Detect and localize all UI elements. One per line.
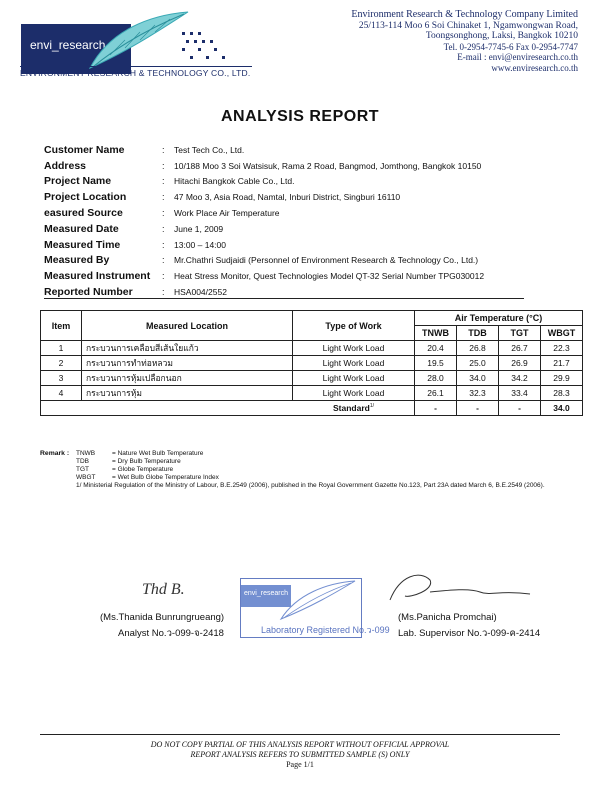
- colon: :: [162, 192, 165, 203]
- results-table: [40, 310, 583, 416]
- standard-tgt: -: [499, 401, 541, 416]
- info-value: Heat Stress Monitor, Quest Technologies Model QT-32 Serial Number TPG030012: [174, 271, 485, 282]
- colon: :: [162, 160, 165, 171]
- company-address-block: [351, 10, 578, 73]
- cell-tnwb: 19.5: [415, 356, 457, 371]
- standard-label-cell: [41, 401, 415, 416]
- table-standard-row: [41, 401, 583, 416]
- info-label: Customer Name: [44, 143, 125, 156]
- cell-tgt: 33.4: [499, 386, 541, 401]
- company-email: E-mail : envi@enviresearch.co.th: [457, 52, 578, 62]
- cell-type: Light Work Load: [293, 371, 415, 386]
- remark-abbr: TGT: [76, 466, 89, 473]
- company-phone: Tel. 0-2954-7745-6 Fax 0-2954-7747: [443, 41, 578, 52]
- colon: :: [162, 208, 165, 219]
- cell-type: Light Work Load: [293, 341, 415, 356]
- colon: :: [162, 271, 165, 282]
- cell-tdb: 26.8: [457, 341, 499, 356]
- info-label: Measured Date: [44, 222, 119, 235]
- remark-row: [40, 458, 580, 466]
- cell-item: 2: [41, 356, 82, 371]
- footer-disclaimer-1: DO NOT COPY PARTIAL OF THIS ANALYSIS REPORT WITHOUT OFFICIAL APPROVAL: [150, 740, 450, 749]
- info-row: [44, 158, 564, 174]
- colon: :: [162, 287, 165, 298]
- standard-wbgt: 34.0: [541, 401, 583, 416]
- cell-location: กระบวนการเคลือบสีเส้นใยแก้ว: [82, 341, 293, 356]
- colon: :: [162, 239, 165, 250]
- cell-tnwb: 20.4: [415, 341, 457, 356]
- info-row: [44, 142, 564, 158]
- spacer: [40, 474, 76, 482]
- analyst-title: Analyst No.ว-099-จ-2418: [118, 628, 224, 639]
- supervisor-title: Lab. Supervisor No.ว-099-ค-2414: [398, 628, 541, 639]
- info-label: easured Source: [44, 207, 123, 220]
- stamp-logo-name: envi_research: [244, 590, 288, 597]
- table-row: [41, 386, 583, 401]
- spacer: [40, 466, 76, 474]
- remark-row: [40, 466, 580, 474]
- dots-pattern-icon: [180, 30, 230, 70]
- info-label: Address: [44, 159, 87, 172]
- info-value: June 1, 2009: [174, 223, 224, 234]
- cell-item: 3: [41, 371, 82, 386]
- cell-tgt: 26.9: [499, 356, 541, 371]
- table-header-row: [41, 311, 583, 326]
- header-location: Measured Location: [82, 311, 293, 341]
- stamp-registration: Laboratory Registered No.ว-099: [261, 625, 390, 635]
- cell-item: 1: [41, 341, 82, 356]
- info-row: [44, 174, 564, 190]
- company-address-line1: 25/113-114 Moo 6 Soi Chinaket 1, Ngamwongwan Road,: [358, 20, 578, 31]
- cell-tgt: 34.2: [499, 371, 541, 386]
- page-number: Page 1/1: [286, 760, 314, 769]
- info-row: [44, 189, 564, 205]
- logo-name: envi_research: [30, 38, 106, 52]
- cell-type: Light Work Load: [293, 386, 415, 401]
- company-logo: [20, 10, 235, 74]
- footer-disclaimer-2: REPORT ANALYSIS REFERS TO SUBMITTED SAMPLE (S) ONLY: [190, 750, 410, 759]
- remark-abbr: TNWB: [76, 450, 96, 457]
- cell-tnwb: 26.1: [415, 386, 457, 401]
- standard-footnote-ref: 1/: [369, 403, 374, 410]
- table-row: [41, 341, 583, 356]
- header-type: Type of Work: [293, 311, 415, 341]
- info-value: Mr.Chathri Sudjaidi (Personnel of Environment Research & Technology Co., Ltd.): [174, 255, 479, 266]
- info-row: [44, 221, 564, 237]
- cell-location: กระบวนการหุ้ม: [82, 386, 293, 401]
- footer-divider: [40, 734, 560, 735]
- header-item: Item: [41, 311, 82, 341]
- cell-wbgt: 28.3: [541, 386, 583, 401]
- cell-item: 4: [41, 386, 82, 401]
- cell-wbgt: 29.9: [541, 371, 583, 386]
- colon: :: [162, 255, 165, 266]
- logo-subtitle: ENVIRONMENT RESEARCH & TECHNOLOGY CO., LTD.: [20, 68, 251, 78]
- remark-label: Remark :: [40, 450, 70, 457]
- info-label: Measured Instrument: [44, 270, 151, 283]
- table-row: [41, 371, 583, 386]
- company-address-line2: Toongsonghong, Laksi, Bangkok 10210: [425, 31, 578, 41]
- remark-row: [40, 474, 580, 482]
- remark-abbr: TDB: [76, 458, 89, 465]
- info-value: 13:00 – 14:00: [174, 239, 226, 250]
- spacer: [40, 458, 76, 466]
- laboratory-stamp: [240, 578, 390, 638]
- info-label: Project Location: [44, 191, 127, 204]
- info-value: HSA004/2552: [174, 287, 227, 298]
- remark-text: = Dry Bulb Temperature: [112, 458, 181, 465]
- divider: [44, 298, 524, 299]
- remark-abbr: WBGT: [76, 474, 96, 481]
- colon: :: [162, 176, 165, 187]
- footer: [0, 740, 600, 770]
- info-label: Reported Number: [44, 286, 133, 299]
- analyst-name: (Ms.Thanida Bunrungrueang): [100, 612, 225, 623]
- cell-type: Light Work Load: [293, 356, 415, 371]
- leaf-icon: [80, 10, 190, 70]
- supervisor-signature: [380, 570, 540, 610]
- analyst-signature-text: Thd B.: [142, 581, 185, 598]
- supervisor-name: (Ms.Panicha Promchai): [398, 612, 497, 623]
- remark-text: = Nature Wet Bulb Temperature: [112, 450, 204, 457]
- header-tnwb: TNWB: [415, 326, 457, 341]
- cell-wbgt: 22.3: [541, 341, 583, 356]
- info-label: Project Name: [44, 175, 112, 188]
- cell-tnwb: 28.0: [415, 371, 457, 386]
- info-label: Measured Time: [44, 238, 121, 251]
- remark-footnote: 1/ Ministerial Regulation of the Ministry of Labour, B.E.2549 (2006), published in the Royal Government Gazette No.123, Part 23A dated March 6, B.E.2549 (2006).: [76, 482, 545, 489]
- colon: :: [162, 144, 165, 155]
- cell-tdb: 32.3: [457, 386, 499, 401]
- analyst-signature: [140, 572, 230, 602]
- standard-tdb: -: [457, 401, 499, 416]
- remark-text: = Globe Temperature: [112, 466, 174, 473]
- company-website: www.enviresearch.co.th: [491, 62, 578, 73]
- header-wbgt: WBGT: [541, 326, 583, 341]
- cell-location: กระบวนการทำท่อหลวม: [82, 356, 293, 371]
- header-tgt: TGT: [499, 326, 541, 341]
- stamp-leaf-icon: [277, 579, 357, 621]
- info-value: Work Place Air Temperature: [174, 208, 280, 219]
- info-value: 10/188 Moo 3 Soi Watsisuk, Rama 2 Road, Bangmod, Jomthong, Bangkok 10150: [174, 160, 482, 171]
- page-title: ANALYSIS REPORT: [220, 108, 380, 125]
- cell-wbgt: 21.7: [541, 356, 583, 371]
- remark-text: = Wet Bulb Globe Temperature Index: [112, 474, 219, 481]
- cell-tdb: 34.0: [457, 371, 499, 386]
- table-row: [41, 356, 583, 371]
- company-name: Environment Research & Technology Company Limited: [351, 9, 578, 20]
- info-value: 47 Moo 3, Asia Road, Namtal, Inburi District, Singburi 16110: [174, 192, 401, 203]
- remark-row: [40, 450, 580, 458]
- cell-location: กระบวนการหุ้มเปลือกนอก: [82, 371, 293, 386]
- remark-block: [40, 450, 580, 490]
- header-air-temperature: Air Temperature (°C): [415, 311, 583, 326]
- info-value: Test Tech Co., Ltd.: [174, 144, 245, 155]
- cell-tgt: 26.7: [499, 341, 541, 356]
- standard-label: Standard: [332, 403, 370, 413]
- cell-tdb: 25.0: [457, 356, 499, 371]
- info-value: Hitachi Bangkok Cable Co., Ltd.: [174, 176, 295, 187]
- colon: :: [162, 223, 165, 234]
- info-row: [44, 237, 564, 253]
- info-row: [44, 268, 564, 284]
- header-tdb: TDB: [457, 326, 499, 341]
- standard-tnwb: -: [415, 401, 457, 416]
- info-row: [44, 253, 564, 269]
- info-label: Measured By: [44, 254, 110, 267]
- report-info: [44, 142, 564, 300]
- info-row: [44, 205, 564, 221]
